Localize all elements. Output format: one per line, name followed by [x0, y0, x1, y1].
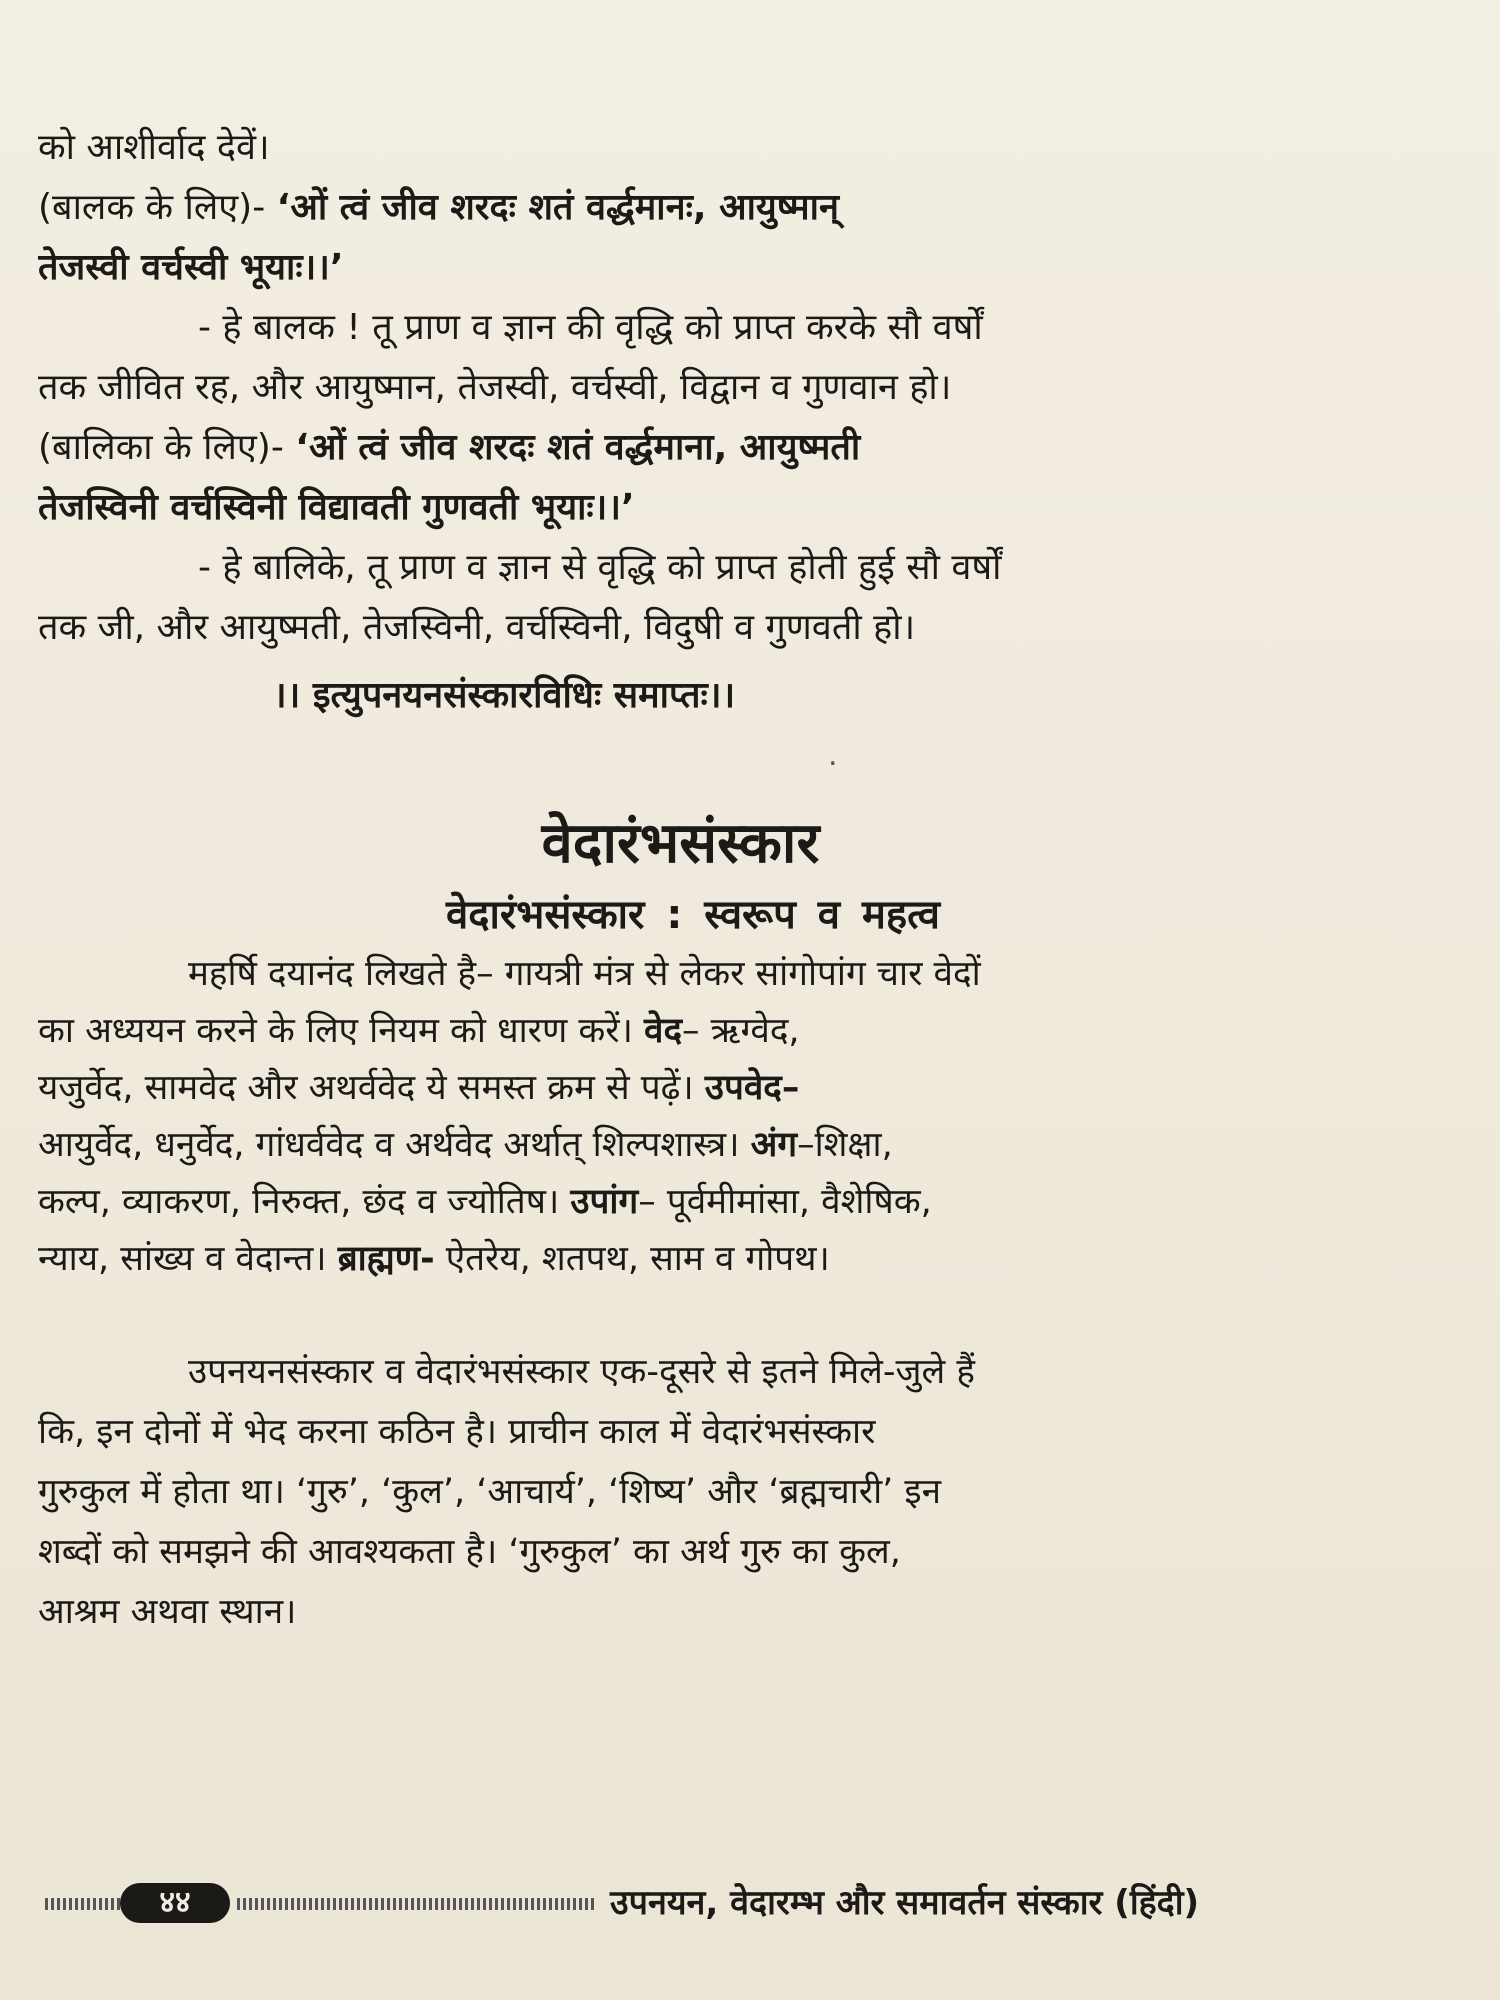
footer-pattern	[45, 1898, 125, 1910]
blessing-girl-meaning-1: - हे बालिके, तू प्राण व ज्ञान से वृद्धि को प्राप्त होती हुई सौ वर्षों	[198, 547, 1002, 588]
text-line: उपनयनसंस्कार व वेदारंभसंस्कार एक-दूसरे से इतने मिले-जुले हैं	[188, 1352, 975, 1392]
term-upanga: उपांग	[570, 1182, 639, 1222]
text-line	[38, 1003, 1418, 1060]
blessing-boy-meaning-1: - हे बालक ! तू प्राण व ज्ञान की वृद्धि को प्राप्त करके सौ वर्षों	[198, 307, 983, 348]
blessing-girl-mantra: ‘ओं त्वं जीव शरदः शतं वर्द्धमाना, आयुष्मती	[295, 427, 861, 468]
section-subtitle: वेदारंभसंस्कार : स्वरूप व महत्व	[446, 892, 940, 938]
text-span: – ऋग्वेद,	[682, 1011, 800, 1051]
section-title: वेदारंभसंस्कार	[541, 811, 820, 876]
text-line: को आशीर्वाद देवें।	[38, 127, 270, 168]
blessing-boy-meaning-2: तक जीवित रह, और आयुष्मान, तेजस्वी, वर्चस्वी, विद्वान व गुणवान हो।	[38, 367, 952, 408]
text-line: कि, इन दोनों में भेद करना कठिन है। प्राचीन काल में वेदारंभसंस्कार	[38, 1412, 876, 1452]
text-span: ऐतरेय, शतपथ, साम व गोपथ।	[434, 1239, 830, 1279]
blessing-girl-meaning-2: तक जी, और आयुष्मती, तेजस्विनी, वर्चस्विनी, विदुषी व गुणवती हो।	[38, 607, 916, 648]
term-upaveda: उपवेद–	[704, 1068, 800, 1108]
paragraph-gap	[38, 1288, 1418, 1342]
text-span: आयुर्वेद, धनुर्वेद, गांधर्ववेद व अर्थवेद अर्थात् शिल्पशास्त्र।	[38, 1125, 751, 1165]
footer-pattern	[237, 1898, 597, 1910]
text-span: यजुर्वेद, सामवेद और अथर्ववेद ये समस्त क्रम से पढ़ें।	[38, 1068, 705, 1108]
text-span: कल्प, व्याकरण, निरुक्त, छंद व ज्योतिष।	[38, 1182, 571, 1222]
separator-dot: .	[828, 738, 838, 773]
page-content	[38, 118, 1418, 1642]
text-line: शब्दों को समझने की आवश्यकता है। ‘गुरुकुल’ का अर्थ गुरु का कुल,	[38, 1532, 901, 1572]
blessing-girl-mantra-line-2: तेजस्विनी वर्चस्विनी विद्यावती गुणवती भूयाः।।’	[38, 487, 635, 528]
text-line: आश्रम अथवा स्थान।	[38, 1592, 297, 1632]
blessing-girl-prefix: (बालिका के लिए)-	[38, 427, 296, 468]
text-span: न्याय, सांख्य व वेदान्त।	[38, 1239, 338, 1279]
paragraph-2	[38, 1342, 1418, 1642]
blessing-girl-line-1	[38, 418, 1418, 478]
text-line	[38, 1060, 1418, 1117]
blessing-boy-line-1	[38, 178, 1418, 238]
term-brahmana: ब्राह्मण-	[337, 1239, 435, 1279]
blessing-boy-mantra: ‘ओं त्वं जीव शरदः शतं वर्द्धमानः, आयुष्मान्	[276, 187, 839, 228]
paragraph-1	[38, 946, 1418, 1288]
term-veda: वेद	[644, 1011, 683, 1051]
blessing-boy-prefix: (बालक के लिए)-	[38, 187, 277, 228]
text-line	[38, 1117, 1418, 1174]
term-anga: अंग	[750, 1125, 798, 1165]
text-span: का अध्ययन करने के लिए नियम को धारण करें।	[38, 1011, 644, 1051]
page-footer	[45, 1878, 1425, 1928]
text-span: – पूर्वमीमांसा, वैशेषिक,	[638, 1182, 932, 1222]
page-number: ४४	[120, 1883, 230, 1923]
text-line: गुरुकुल में होता था। ‘गुरु’, ‘कुल’, ‘आचार्य’, ‘शिष्य’ और ‘ब्रह्मचारी’ इन	[38, 1472, 942, 1512]
conclusion-line: ।। इत्युपनयनसंस्कारविधिः समाप्तः।।	[273, 675, 736, 716]
text-span: –शिक्षा,	[797, 1125, 893, 1165]
text-line: महर्षि दयानंद लिखते है– गायत्री मंत्र से लेकर सांगोपांग चार वेदों	[188, 954, 981, 994]
blessing-boy-mantra-line-2: तेजस्वी वर्चस्वी भूयाः।।’	[38, 247, 344, 288]
text-line	[38, 1231, 1418, 1288]
book-title: उपनयन, वेदारम्भ और समावर्तन संस्कार (हिंदी)	[610, 1883, 1200, 1923]
text-line	[38, 1174, 1418, 1231]
